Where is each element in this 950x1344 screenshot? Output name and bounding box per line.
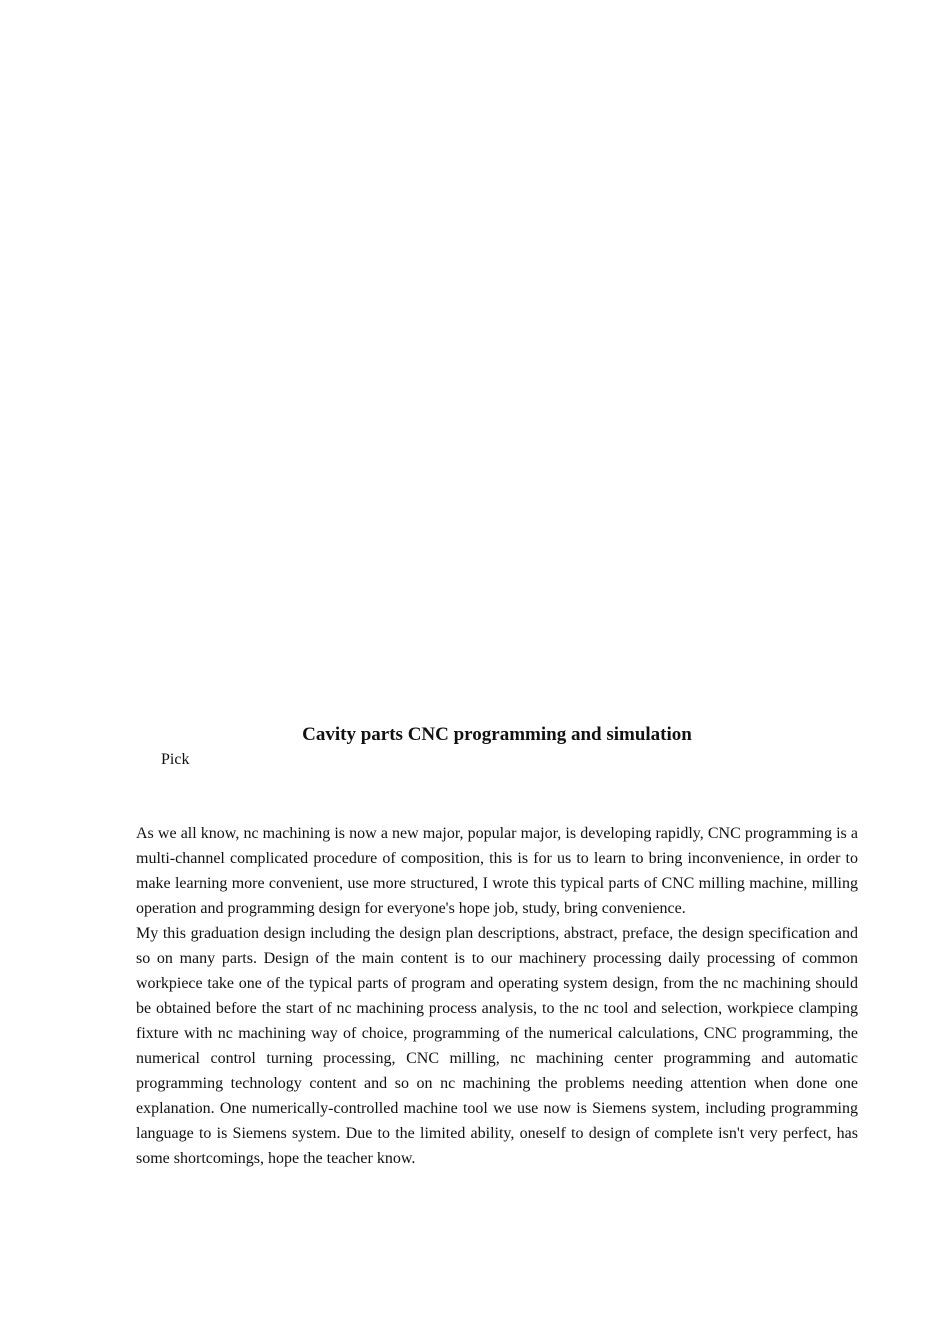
section-label: Pick xyxy=(161,751,190,768)
document-title: Cavity parts CNC programming and simulation xyxy=(302,724,692,745)
paragraph-2: My this graduation design including the design plan descriptions, abstract, preface, the design specification and so on many parts. Design of the main content is to our machinery processing daily processing of common workpiece take one of the typical parts of program and operating system design, from the nc machining should be obtained before the start of nc machining process analysis, to the nc tool and selection, workpiece clamping fixture with nc machining way of choice, programming of the numerical calculations, CNC programming, the numerical control turning processing, CNC milling, nc machining center programming and automatic programming technology content and so on nc machining the problems needing attention when done one explanation. One numerically-controlled machine tool we use now is Siemens system, including programming language to is Siemens system. Due to the limited ability, oneself to design of complete isn't very perfect, has some shortcomings, hope the teacher know. xyxy=(136,925,858,1167)
paragraph-1: As we all know, nc machining is now a new major, popular major, is developing rapidly, CNC programming is a multi-channel complicated procedure of composition, this is for us to learn to bring inconvenience, in order to make learning more convenient, use more structured, I wrote this typical parts of CNC milling machine, milling operation and programming design for everyone's hope job, study, bring convenience. xyxy=(136,825,858,917)
body-text xyxy=(136,821,858,1171)
